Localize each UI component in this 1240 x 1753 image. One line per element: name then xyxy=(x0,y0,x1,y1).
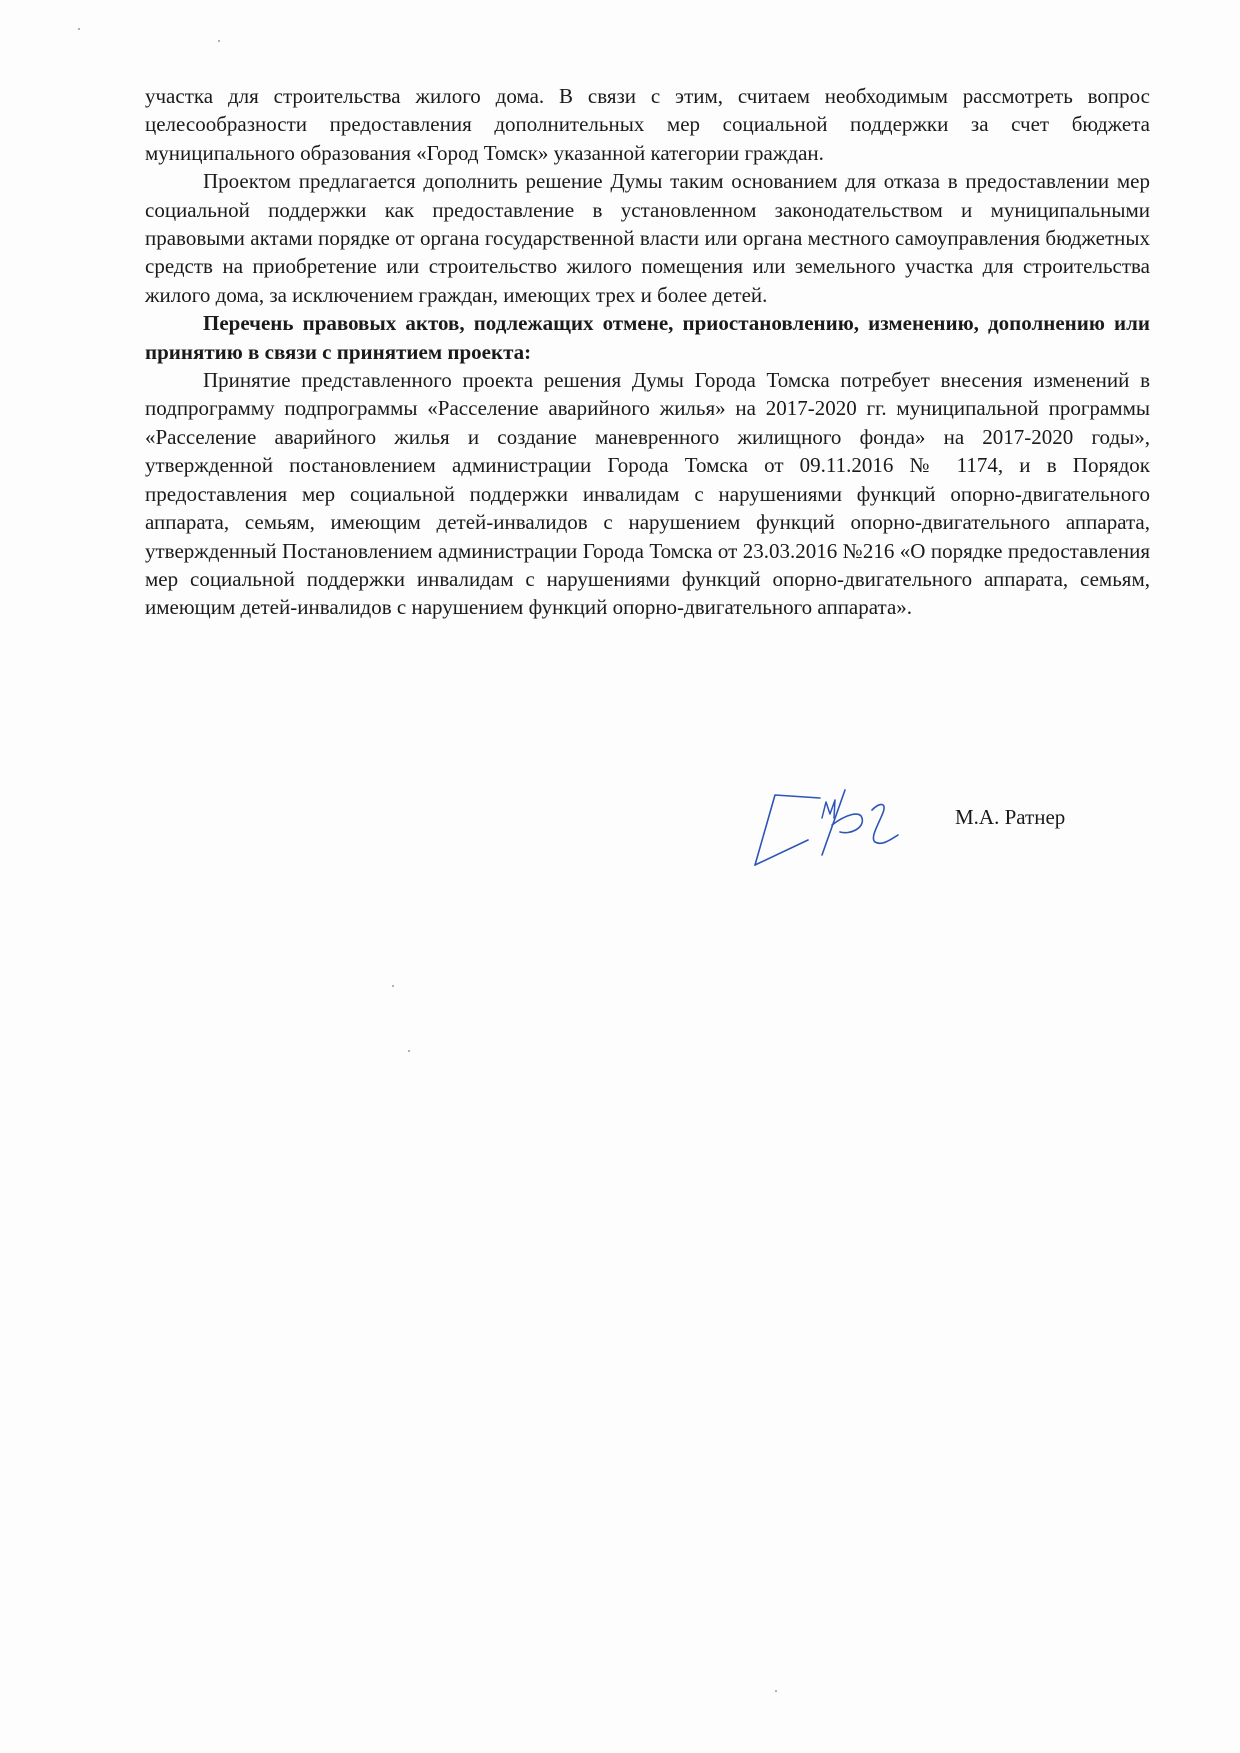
signature-block xyxy=(750,780,1150,880)
scan-speck xyxy=(78,28,80,30)
scan-speck xyxy=(218,40,220,42)
handwritten-signature-icon xyxy=(750,780,930,880)
section-heading: Перечень правовых актов, подлежащих отмене, приостановлению, изменению, дополнению или принятию в связи с принятием проекта: xyxy=(145,311,1150,364)
paragraph-2: Проектом предлагается дополнить решение Думы таким основанием для отказа в предоставлении мер социальной поддержки как предоставление в установленном законодательством и муниципальными правовыми актами порядке от органа государственной власти или органа местного самоуправления бюджетных средств на приобретение или строительство жилого помещения или земельного участка для строительства жилого дома, за исключением граждан, имеющих трех и более детей. xyxy=(145,169,1150,307)
scan-speck xyxy=(408,1050,410,1052)
paragraph-1: участка для строительства жилого дома. В связи с этим, считаем необходимым рассмотреть вопрос целесообразности предоставления дополнительных мер социальной поддержки за счет бюджета муниципального образования «Город Томск» указанной категории граждан. xyxy=(145,84,1150,165)
document-body xyxy=(145,82,1150,622)
signer-name: М.А. Ратнер xyxy=(955,805,1066,829)
paragraph-3: Принятие представленного проекта решения Думы Города Томска потребует внесения изменений в подпрограмму подпрограммы «Расселение аварийного жилья» на 2017-2020 гг. муниципальной программы «Расселение аварийного жилья и создание маневренного жилищного фонда» на 2017-2020 годы», утвержденной постановлением администрации Города Томска от 09.11.2016 № 1174, и в Порядок предоставления мер социальной поддержки инвалидам с нарушениями функций опорно-двигательного аппарата, семьям, имеющим детей-инвалидов с нарушением функций опорно-двигательного аппарата, утвержденный Постановлением администрации Города Томска от 23.03.2016 №216 «О порядке предоставления мер социальной поддержки инвалидам с нарушениями функций опорно-двигательного аппарата, семьям, имеющим детей-инвалидов с нарушением функций опорно-двигательного аппарата». xyxy=(145,368,1150,620)
scan-speck xyxy=(392,985,394,987)
scan-speck xyxy=(775,1690,777,1692)
